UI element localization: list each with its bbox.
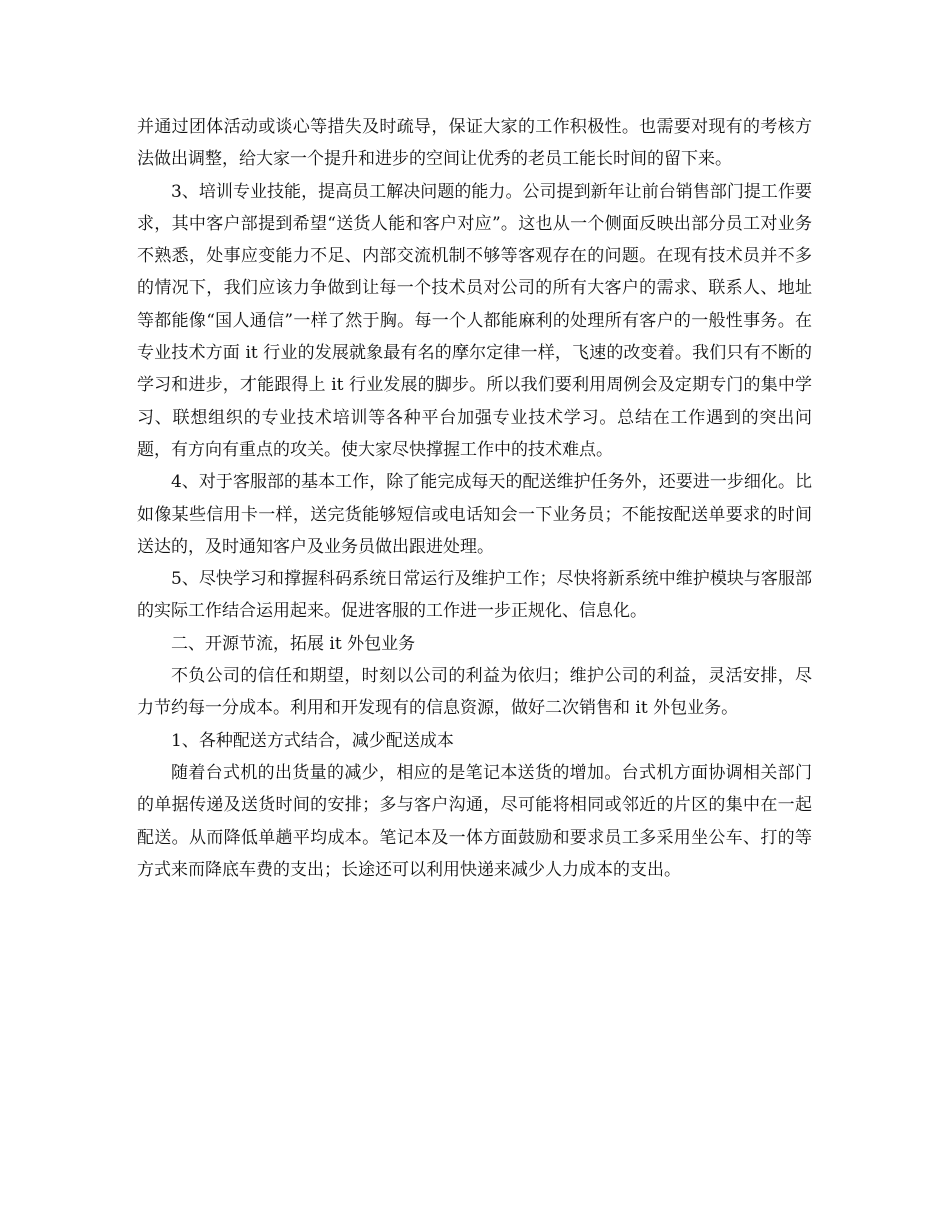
subheading-delivery-methods: 1、各种配送方式结合，减少配送成本 — [171, 730, 454, 751]
document-body — [137, 111, 812, 886]
paragraph-training-skills: 3、培训专业技能，提高员工解决问题的能力。公司提到新年让前台销售部门提工作要求，其中客户部提到希望“送货人能和客户对应”。这也从一个侧面反映出部分员工对业务不熟悉，处事应变能力不足、内部交流机制不够等客观存在的问题。在现有技术员并不多的情况下，我们应该力争做到让每一个技术员对公司的所有大客户的需求、联系人、地址等都能像“国人通信”一样了然于胸。每一个人都能麻利的处理所有客户的一般性事务。在专业技术方面 it 行业的发展就象最有名的摩尔定律一样，飞速的改变着。我们只有不断的学习和进步，才能跟得上 it 行业发展的脚步。所以我们要利用周例会及定期专门的集中学习、联想组织的专业技术培训等各种平台加强专业技术学习。总结在工作遇到的突出问题，有方向有重点的攻关。使大家尽快撑握工作中的技术难点。 — [137, 181, 812, 460]
paragraph-continuation: 并通过团体活动或谈心等措失及时疏导，保证大家的工作积极性。也需要对现有的考核方法做出调整，给大家一个提升和进步的空间让优秀的老员工能长时间的留下来。 — [137, 117, 812, 170]
paragraph-customer-service-basics: 4、对于客服部的基本工作，除了能完成每天的配送维护任务外，还要进一步细化。比如像某些信用卡一样，送完货能够短信或电话知会一下业务员；不能按配送单要求的时间送达的，及时通知客户及业务员做出跟进处理。 — [137, 472, 812, 557]
section-heading-open-source: 二、开源节流，拓展 it 外包业务 — [171, 633, 416, 654]
paragraph-company-trust: 不负公司的信任和期望，时刻以公司的利益为依归；维护公司的利益，灵活安排，尽力节约每一分成本。利用和开发现有的信息资源，做好二次销售和 it 外包业务。 — [137, 666, 812, 719]
paragraph-delivery-cost: 随着台式机的出货量的减少，相应的是笔记本送货的增加。台式机方面协调相关部门的单据传递及送货时间的安排；多与客户沟通，尽可能将相同或邻近的片区的集中在一起配送。从而降低单趟平均成本。笔记本及一体方面鼓励和要求员工多采用坐公车、打的等方式来而降底车费的支出；长途还可以利用快递来减少人力成本的支出。 — [137, 762, 812, 880]
paragraph-system-maintenance: 5、尽快学习和撑握科码系统日常运行及维护工作；尽快将新系统中维护模块与客服部的实际工作结合运用起来。促进客服的工作进一步正规化、信息化。 — [137, 569, 812, 622]
